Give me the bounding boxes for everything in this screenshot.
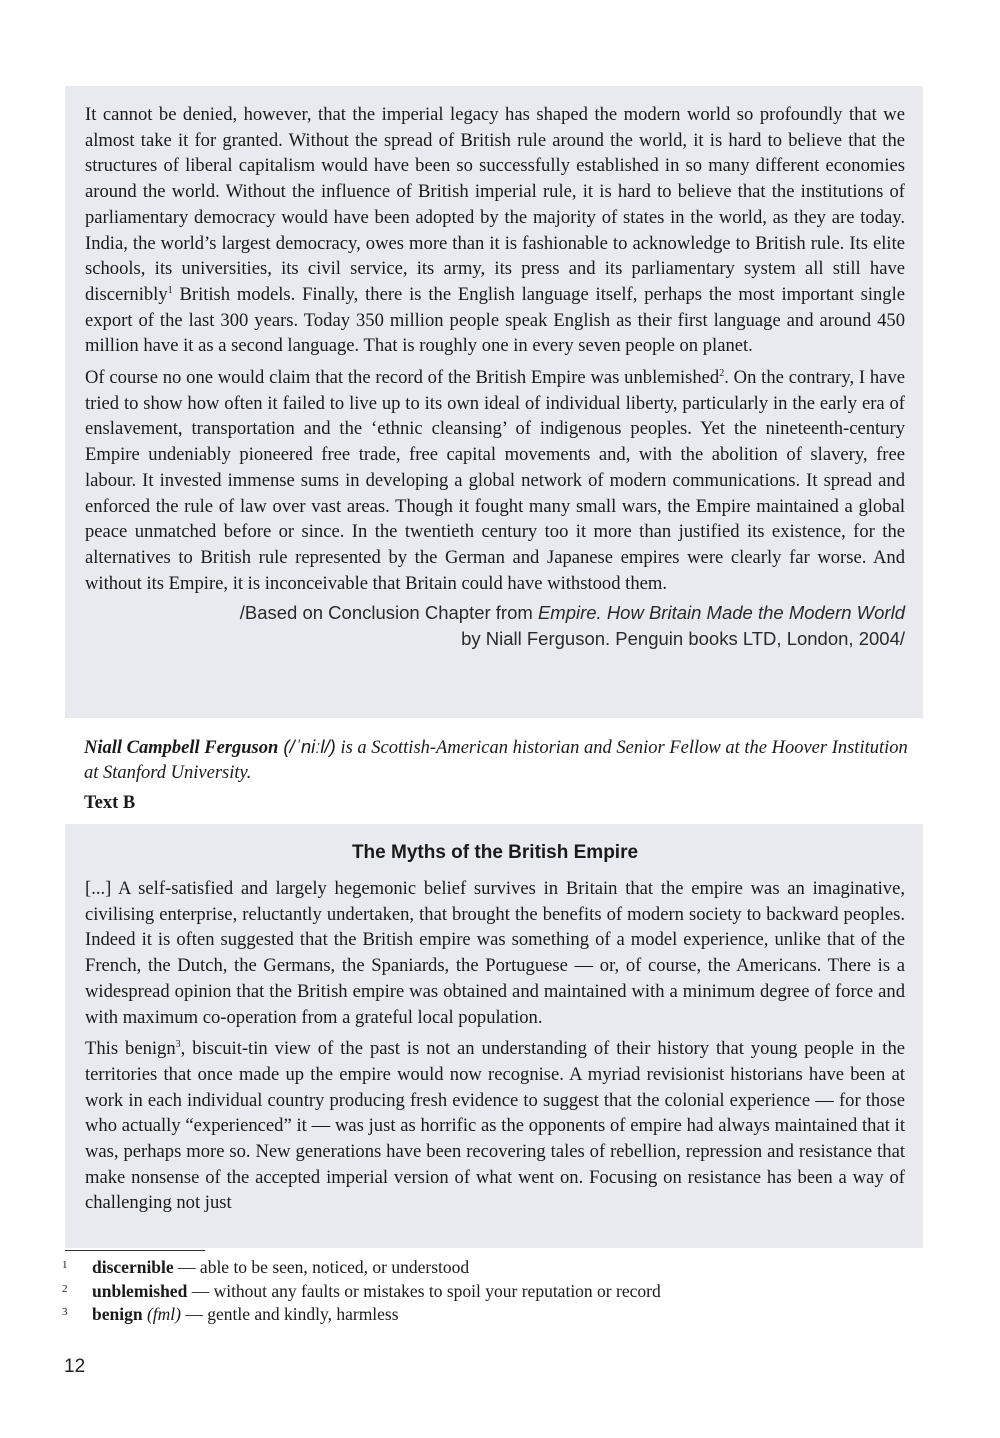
footnote-number: 2 (62, 1282, 68, 1295)
text-b-label: Text B (84, 793, 136, 813)
footnote-item (62, 1303, 922, 1327)
author-pronunciation: (/ˈniːl/) (278, 736, 336, 757)
text-b-box (65, 824, 923, 1248)
footnote-term: benign (92, 1304, 143, 1324)
author-description: is a Scottish-American historian and Senior Fellow at the Hoover Institution at Stanford University. (84, 738, 908, 783)
footnote-ref-2: 2 (719, 367, 725, 379)
author-bio (84, 734, 914, 786)
author-name: Niall Campbell Ferguson (84, 738, 279, 758)
text-b-paragraph-1: [...] A self-satisfied and largely hegemonic belief survives in Britain that the empire was an imaginative, civilising enterprise, reluctantly undertaken, that brought the benefits of modern society to backward peoples. Indeed it is often suggested that the British empire was something of a model experience, unlike that of the French, the Dutch, the Germans, the Spaniards, the Portuguese — or, of course, the Americans. There is a widespread opinion that the British empire was obtained and maintained with a minimum degree of force and with maximum co-operation from a grateful local population. (85, 878, 905, 1028)
text-b-title: The Myths of the British Empire (351, 842, 639, 863)
footnote-item (62, 1256, 922, 1280)
source-citation (85, 600, 905, 652)
text-a-p1-tail: British models. Finally, there is the English language itself, perhaps the most important single export of the last 300 years. Today 350 million people speak English as their first language and around 450 million have it as a second language. That is roughly one in every seven people on planet. (85, 283, 905, 357)
footnotes-list (62, 1256, 922, 1327)
text-a-p2-tail: . On the contrary, I have tried to show how often it failed to live up to its own ideal of individual liberty, particularly in the early era of enslavement, transportation and the ‘ethnic cleansing’ of indigenous peoples. Yet the nineteenth-century Empire undeniably pioneered free trade, free capital movements and, with the abolition of slavery, free labour. It invested immense sums in developing a global network of modern communications. It spread and enforced the rule of law over vast areas. Though it fought many small wars, the Empire maintained a global peace unmatched before or since. In the twentieth century too it more than justified its existence, for the alternatives to British rule represented by the German and Japanese empires were clearly far worse. And without its Empire, it is inconceivable that Britain could have withstood them. (85, 367, 905, 594)
text-a-box (65, 86, 923, 718)
text-a-paragraph-2 (85, 365, 905, 596)
footnote-register-mark: (fml) (142, 1304, 181, 1324)
text-b-paragraph-2 (85, 1036, 905, 1216)
footnote-definition: — without any faults or mistakes to spoil your reputation or record (187, 1280, 661, 1301)
footnote-ref-1: 1 (167, 284, 173, 296)
footnote-ref-3: 3 (175, 1039, 181, 1051)
footnote-number: 3 (62, 1306, 68, 1318)
text-a-paragraph-1 (85, 102, 905, 359)
citation-prefix: /Based on Conclusion Chapter from (239, 602, 538, 624)
text-a-p1-body: It cannot be denied, however, that the imperial legacy has shaped the modern world so profoundly that we almost take it for granted. Without the spread of British rule around the world, it is hard to believe that the structures of liberal capitalism would have been so successfully established in so many different economies around the world. Without the influence of British imperial rule, it is hard to believe that the institutions of parliamentary democracy would have been adopted by the majority of states in the world, as they are today. India, the world’s largest democracy, owes more than it is fashionable to acknowledge to British rule. Its elite schools, its universities, its civil service, its army, its press and its parliamentary system all still have discernibly (85, 104, 905, 305)
footnote-term: unblemished (92, 1280, 188, 1301)
citation-author-publisher: by Niall Ferguson. Penguin books LTD, London, 2004/ (461, 628, 905, 650)
footnote-definition: — gentle and kindly, harmless (180, 1304, 399, 1324)
page-number: 12 (64, 1356, 86, 1377)
footnote-term: discernible (92, 1257, 174, 1277)
footnote-item (62, 1280, 922, 1304)
footnote-number: 1 (62, 1259, 68, 1271)
text-b-p2-head: This benign (85, 1038, 176, 1060)
text-b-p2-tail: , biscuit-tin view of the past is not an understanding of their history that young people in the territories that once made up the empire would now recognise. A myriad revisionist historians have been at work in each individual country producing fresh evidence to suggest that the colonial experience — for those who actually “experienced” it — was just as horrific as the opponents of empire had always maintained that it was, perhaps more so. New generations have been recovering tales of rebellion, repression and resistance that make nonsense of the accepted imperial version of what went on. Focusing on resistance has been a way of challenging not just (85, 1038, 906, 1214)
footnote-divider (65, 1250, 205, 1251)
footnote-definition: — able to be seen, noticed, or understood (173, 1257, 470, 1277)
citation-book-title: Empire. How Britain Made the Modern World (537, 602, 905, 624)
text-a-p2-body: Of course no one would claim that the record of the British Empire was unblemished (85, 367, 720, 389)
